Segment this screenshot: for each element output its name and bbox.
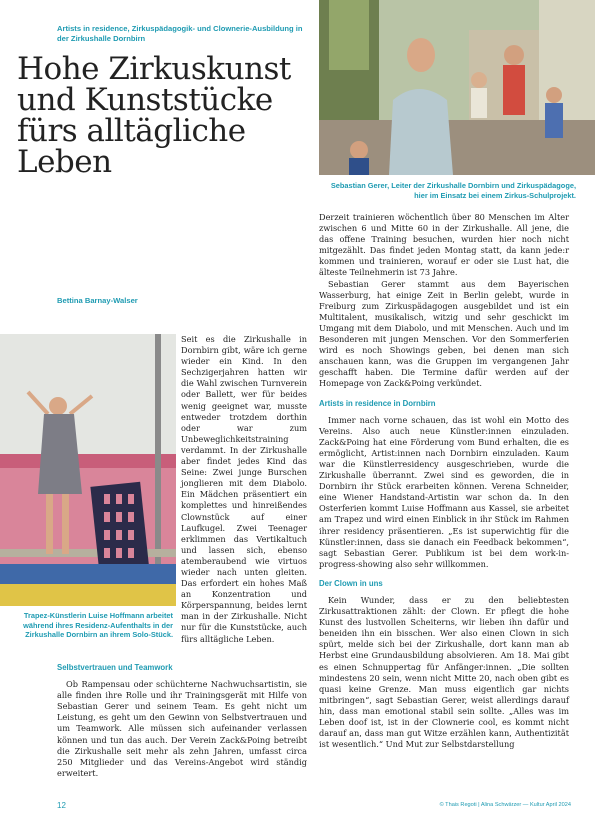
article-column-left-bottom: [57, 662, 307, 779]
intro-paragraph: Seit es die Zirkushalle in Dornbirn gibt, wäre ich gerne wieder ein Kind. In den Sechzigerjahren hatten wir die Wahl zwischen Turnverein oder Ballett, wer für beides wenig geeignet war, musste entweder trotzdem dorthin oder war zum Unbeweglichkeitstraining verdammt. In der Zirkushalle aber findet jedes Kind das Seine: Zwei junge Burschen jonglieren mit dem Diabolo. Ein Mädchen präsentiert ein komplettes und hinreißendes Clownstück auf einer Laufkugel. Zwei Teenager erklimmen das Vertikaltuch und lassen sich, ebenso atemberaubend wie virtuos wieder nach unten gleiten. Das erfordert ein hohes Maß an Konzentration und Körperspannung, beides lernt man in der Zirkushalle. Nicht nur für die Kunststücke, auch fürs alltägliche Leben.: [181, 334, 307, 644]
paragraph-teamwork: Ob Rampensau oder schüchterne Nachwuchsartistin, sie alle finden ihre Rolle und ihr Trainingsgerät mit Hilfe von Sebastian Gerer und seinem Team. Es geht nicht um Leistung, es geht um den Gewinn von Selbstvertrauen und um Teamwork. Alle müssen sich aufeinander verlassen können und tun das auch. Der Verein Zack&Poing betreibt die Zirkushalle seit mehr als zehn Jahren, umfasst circa 250 Mitglieder und das Vereins-Angebot wird ständig erweitert.: [57, 679, 307, 778]
photo-sebastian-gerer-image: [319, 0, 595, 175]
photo-sebastian-gerer: [319, 0, 595, 175]
subheading-artists-in-residence: Artists in residence in Dornbirn: [319, 398, 436, 408]
page-number: 12: [57, 801, 66, 810]
caption-left-photo: Trapez-Künstlerin Luise Hoffmann arbeitet während ihres Residenz-Aufenthalts in der Zirkushalle Dornbirn an ihrem Solo-Stück.: [23, 611, 173, 640]
article-column-narrow: [181, 334, 307, 645]
footer-credit: © Thais Regoti | Alina Schwärzer — Kultur April 2024: [439, 802, 571, 808]
subheading-selbstvertrauen: Selbstvertrauen und Teamwork: [57, 663, 173, 672]
paragraph-residency: Immer nach vorne schauen, das ist wohl ein Motto des Vereins. Also auch neue Künstler:innen einzuladen. Zack&Poing hat eine Förderung vom Bund erhalten, die es ermöglicht, Artist:innen nach Dornbirn einzuladen. Kaum war die Künstlerresidency ausgeschrieben, wurde die Zirkushalle überrannt. Zwei sind es geworden, die in Dornbirn ihr Stück erarbeiten können. Verena Schneider, eine Wiener Handstand-Artistin war schon da. In den Osterferien kommt Luise Hoffmann aus Kassel, sie arbeitet am Trapez und wird einen Einblick in ihr Stück im Rahmen ihrer residency präsentieren. „Es ist superwichtig für die Künstler:innen, dass sie danach ein Feedback bekommen“, sagt Sebastian Gerer. Publikum ist bei dem work-in-progress-showing also sehr willkommen.: [319, 414, 569, 569]
paragraph-sebastian-gerer: Sebastian Gerer stammt aus dem Bayerischen Wasserburg, hat einige Zeit in Berlin gelebt, wurde in Freiburg zum Zirkuspädagogen ausgebildet und ist ein Multitalent, musikalisch, witzig und sehr geschickt im Umgang mit dem Diabolo, und mit Menschen. Auch und im Besonderen mit jungen Menschen. Vor den Sommerferien wird es noch Showings geben, bei denen man sich anschauen kann, was die Gruppen im vergangenen Jahr geschafft haben. Die Termine dafür werden auf der Homepage von Zack&Poing verkündet.: [319, 278, 569, 389]
headline: Hohe Zirkuskunst und Kunststücke fürs alltägliche Leben: [17, 51, 291, 180]
photo-luise-hoffmann-image: [0, 334, 176, 606]
article-column-right: [319, 212, 569, 750]
photo-luise-hoffmann: [0, 334, 176, 606]
caption-top-photo: Sebastian Gerer, Leiter der Zirkushalle Dornbirn und Zirkuspädagoge, hier im Einsatz bei einem Zirkus-Schulprojekt.: [330, 181, 576, 200]
paragraph-clown: Kein Wunder, dass er zu den beliebtesten Zirkusattraktionen zählt: der Clown. Er pflegt die hohe Kunst des lustvollen Scheiterns, wir lieben ihn dafür und beneiden ihn ein bisschen. Wer also einen Clown in sich spürt, melde sich bei der Zirkushalle, dort kann man ab Herbst eine Grundausbildung absolvieren. Am 18. Mai gibt es einen Schnuppertag für Anfänger:innen. „Die sollten mindestens 20 sein, wenn nicht Mitte 20, nach oben gibt es quasi keine Grenze. Man muss eigentlich gar nichts mitbringen“, sagt Sebastian Gerer, weist allerdings darauf hin, dass man emotional stabil sein sollte. „Alles was im Leben doof ist, ist in der Clownerie cool, es kommt nicht darauf an, dass man gut Witze erzählen kann, Authentizität ist wesentlich.“ Und Mut zur Selbstdarstellung: [319, 595, 569, 750]
kicker: Artists in residence, Zirkuspädagogik- und Clownerie-Ausbildung in der Zirkushalle Dornbirn: [57, 24, 303, 43]
author: Bettina Barnay-Walser: [57, 296, 138, 305]
paragraph-training: Derzeit trainieren wöchentlich über 80 Menschen im Alter zwischen 6 und Mitte 60 in der Zirkushalle. All jene, die das offene Training besuchen, wurden hier noch nicht mitgezählt. Das findet jeden Montag statt, da kann jede:r kommen und trainieren, worauf er oder sie Lust hat, die älteste Teilnehmerin ist 73 Jahre.: [319, 212, 569, 278]
subheading-clown: Der Clown in uns: [319, 578, 383, 588]
